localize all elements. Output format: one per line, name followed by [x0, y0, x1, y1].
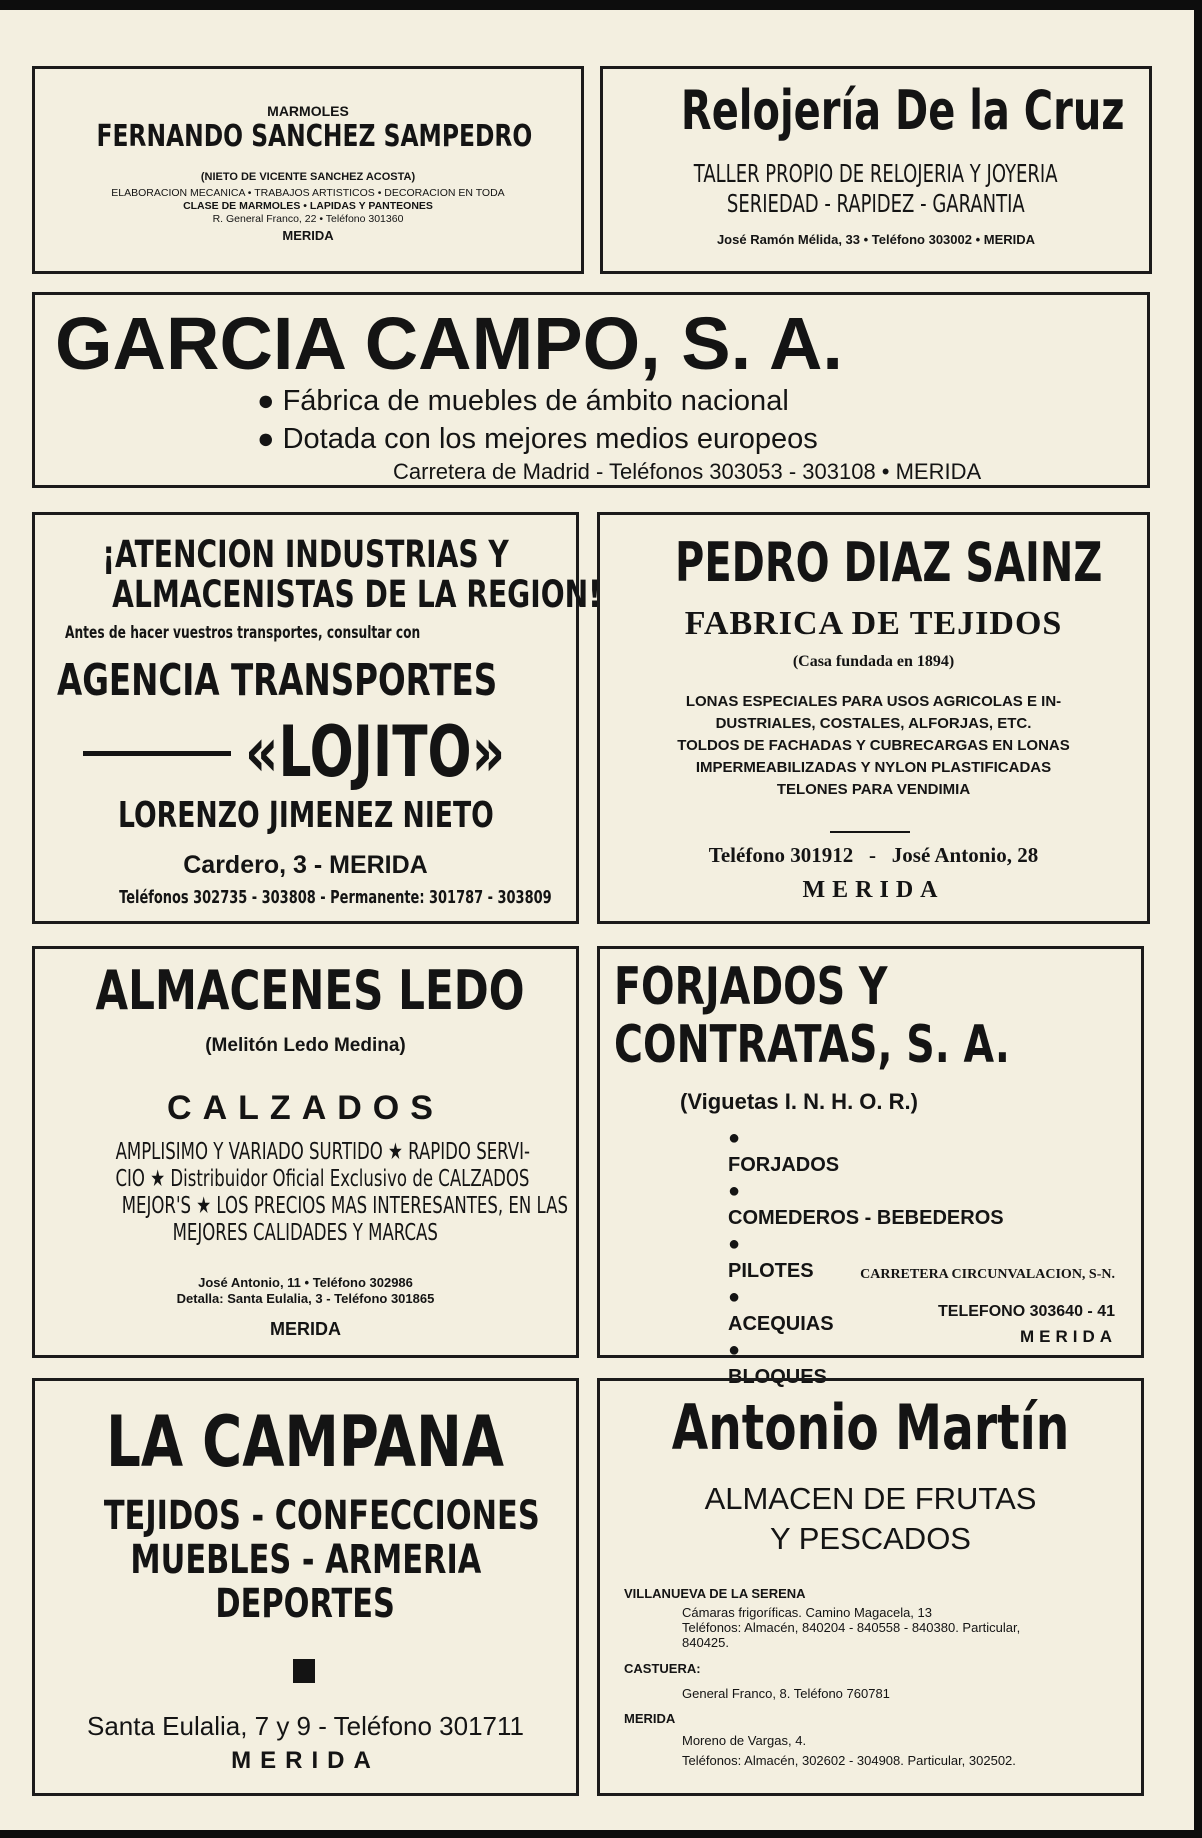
- campana-line-1: TEJIDOS - CONFECCIONES: [103, 1493, 540, 1539]
- forjados-address: CARRETERA CIRCUNVALACION, S-N.: [860, 1267, 1115, 1282]
- pedro-diaz-desc-2: DUSTRIALES, COSTALES, ALFORJAS, ETC.: [715, 715, 1032, 732]
- ad-garcia-campo: [32, 292, 1150, 488]
- antonio-martin-business-1: ALMACEN DE FRUTAS: [704, 1481, 1037, 1516]
- forjados-item-row: ● FORJADOS: [728, 1125, 1141, 1178]
- forjados-name-1-row: [614, 957, 1141, 1017]
- campana-city: MERIDA: [231, 1747, 380, 1774]
- lojito-phones: Teléfonos 302735 - 303808 - Permanente: 301787 - 303809: [119, 887, 552, 908]
- antonio-martin-loc-1-line-1: Cámaras frigoríficas. Camino Magacela, 13: [682, 1605, 932, 1620]
- forjados-name-2-row: [614, 1015, 1141, 1075]
- pedro-diaz-desc-4: IMPERMEABILIZADAS Y NYLON PLASTIFICADAS: [695, 759, 1052, 776]
- marmoles-city: MERIDA: [282, 228, 334, 243]
- forjados-item-row: ● PILOTES: [728, 1231, 1141, 1284]
- lojito-brand-row: [245, 711, 596, 793]
- campana-name: LA CAMPANA: [106, 1401, 505, 1483]
- ad-pedro-diaz: [597, 512, 1150, 924]
- antonio-martin-loc-2-line-1: General Franco, 8. Teléfono 760781: [682, 1686, 890, 1701]
- campana-line-3: DEPORTES: [215, 1581, 396, 1627]
- forjados-name-1: FORJADOS Y: [614, 957, 888, 1017]
- ledo-name: ALMACENES LEDO: [95, 959, 525, 1022]
- antonio-martin-loc-3-name: MERIDA: [624, 1711, 676, 1726]
- antonio-martin-loc-1-name: VILLANUEVA DE LA SERENA: [624, 1586, 806, 1601]
- lojito-agency: AGENCIA TRANSPORTES: [57, 655, 498, 706]
- lojito-intro: Antes de hacer vuestros transportes, consultar con: [65, 623, 421, 643]
- marmoles-services-1: ELABORACION MECANICA • TRABAJOS ARTISTICOS • DECORACION EN TODA: [111, 187, 505, 199]
- campana-line-2: MUEBLES - ARMERIA: [130, 1537, 481, 1583]
- pedro-diaz-desc-1: LONAS ESPECIALES PARA USOS AGRICOLAS E IN-: [685, 693, 1062, 710]
- pedro-diaz-name: PEDRO DIAZ SAINZ: [675, 531, 1103, 594]
- ad-almacenes-ledo: [32, 946, 579, 1358]
- pedro-diaz-rule: [830, 831, 910, 833]
- antonio-martin-loc-1-line-2: Teléfonos: Almacén, 840204 - 840558 - 840380. Particular,: [682, 1620, 1021, 1635]
- forjados-item: BLOQUES: [728, 1365, 827, 1388]
- antonio-martin-loc-3-line-2: Teléfonos: Almacén, 302602 - 304908. Particular, 302502.: [682, 1753, 1016, 1768]
- antonio-martin-loc-1-line-3: 840425.: [682, 1635, 729, 1650]
- forjados-subtitle: [680, 1089, 1141, 1115]
- ad-marmoles: [32, 66, 584, 274]
- garcia-campo-name: GARCIA CAMPO, S. A.: [55, 302, 843, 385]
- ad-lojito: [32, 512, 601, 924]
- forjados-items: [728, 1125, 1141, 1390]
- forjados-phone: TELEFONO 303640 - 41: [938, 1303, 1115, 1320]
- pedro-diaz-city: MERIDA: [802, 877, 945, 903]
- ledo-category: CALZADOS: [167, 1089, 444, 1127]
- ledo-desc-4: MEJORES CALIDADES Y MARCAS: [172, 1220, 439, 1246]
- forjados-item-row: ● BLOQUES: [728, 1337, 1141, 1390]
- campana-square-icon: [293, 1659, 315, 1683]
- forjados-name-2: CONTRATAS, S. A.: [614, 1015, 1010, 1075]
- forjados-item: FORJADOS: [728, 1153, 840, 1176]
- ad-la-campana: [32, 1378, 579, 1796]
- forjados-city: MERIDA: [1019, 1327, 1117, 1346]
- pedro-diaz-business: FABRICA DE TEJIDOS: [684, 605, 1063, 642]
- relojeria-address: José Ramón Mélida, 33 • Teléfono 303002 • MERIDA: [716, 232, 1036, 247]
- ledo-desc-1: AMPLISIMO Y VARIADO SURTIDO ★ RAPIDO SERVI-: [115, 1139, 530, 1165]
- relojeria-line-2: SERIEDAD - RAPIDEZ - GARANTIA: [727, 189, 1025, 218]
- pedro-diaz-desc-3: TOLDOS DE FACHADAS Y CUBRECARGAS EN LONAS: [677, 737, 1070, 754]
- antonio-martin-name: Antonio Martín: [671, 1391, 1070, 1464]
- pedro-diaz-dash: -: [869, 843, 877, 867]
- lojito-dash-line: [83, 751, 231, 756]
- lojito-headline-1: ¡ATENCION INDUSTRIAS Y: [102, 533, 509, 576]
- ad-relojeria: [600, 66, 1152, 274]
- pedro-diaz-founded: (Casa fundada en 1894): [792, 653, 955, 670]
- pedro-diaz-phone: Teléfono 301912: [708, 843, 854, 867]
- marmoles-services-2: CLASE DE MARMOLES • LAPIDAS Y PANTEONES: [183, 200, 433, 212]
- forjados-item-row: ● ACEQUIAS: [728, 1284, 1141, 1337]
- forjados-item: COMEDEROS - BEBEDEROS: [728, 1206, 1004, 1229]
- marmoles-subtitle: (NIETO DE VICENTE SANCHEZ ACOSTA): [200, 171, 416, 183]
- forjados-item: PILOTES: [728, 1259, 814, 1282]
- pedro-diaz-address: José Antonio, 28: [891, 843, 1039, 867]
- ledo-desc-3: MEJOR'S ★ LOS PRECIOS MAS INTERESANTES, EN LAS: [121, 1193, 568, 1219]
- ledo-owner: (Melitón Ledo Medina): [205, 1035, 406, 1056]
- lojito-headline-2: ALMACENISTAS DE LA REGION!: [112, 573, 601, 616]
- forjados-subtitle-text: (Viguetas I. N. H. O. R.): [680, 1089, 918, 1114]
- pedro-diaz-contact-row: [600, 843, 1147, 868]
- garcia-campo-bullet-1: Fábrica de muebles de ámbito nacional: [282, 385, 789, 417]
- relojeria-name: Relojería De la Cruz: [680, 79, 1125, 142]
- lojito-address: Cardero, 3 - MERIDA: [183, 851, 428, 879]
- newspaper-page: [0, 10, 1194, 1830]
- forjados-item: ACEQUIAS: [728, 1312, 834, 1335]
- antonio-martin-loc-3-line-1: Moreno de Vargas, 4.: [682, 1733, 807, 1748]
- antonio-martin-business-2: Y PESCADOS: [769, 1521, 971, 1556]
- garcia-campo-bullet-2: Dotada con los mejores medios europeos: [282, 423, 818, 455]
- forjados-item-row: ● COMEDEROS - BEBEDEROS: [728, 1178, 1141, 1231]
- marmoles-address: R. General Franco, 22 • Teléfono 301360: [212, 213, 404, 225]
- ad-forjados: [597, 946, 1144, 1388]
- marmoles-category: MARMOLES: [267, 103, 349, 119]
- garcia-campo-bullet-2-row: ● Dotada con los mejores medios europeos: [257, 423, 818, 455]
- lojito-owner: LORENZO JIMENEZ NIETO: [117, 795, 494, 836]
- marmoles-name: FERNANDO SANCHEZ SAMPEDRO: [96, 119, 533, 154]
- ledo-address-1: José Antonio, 11 • Teléfono 302986: [198, 1275, 413, 1290]
- pedro-diaz-desc-5: TELONES PARA VENDIMIA: [776, 781, 971, 798]
- relojeria-line-1: TALLER PROPIO DE RELOJERIA Y JOYERIA: [694, 159, 1058, 188]
- campana-address: Santa Eulalia, 7 y 9 - Teléfono 301711: [86, 1711, 525, 1741]
- garcia-campo-address: Carretera de Madrid - Teléfonos 303053 - 303108 • MERIDA: [393, 459, 982, 484]
- ad-antonio-martin: [597, 1378, 1144, 1796]
- ledo-desc-2: CIO ★ Distribuidor Oficial Exclusivo de CALZADOS: [115, 1166, 530, 1192]
- lojito-intro-row: [65, 623, 576, 643]
- garcia-campo-bullet-1-row: ● Fábrica de muebles de ámbito nacional: [257, 385, 789, 417]
- lojito-brand: «LOJITO»: [245, 711, 506, 793]
- lojito-agency-row: [57, 655, 576, 706]
- antonio-martin-loc-2-name: CASTUERA:: [624, 1661, 701, 1676]
- ledo-address-2: Detalla: Santa Eulalia, 3 - Teléfono 301865: [176, 1291, 435, 1306]
- ledo-city: MERIDA: [270, 1319, 341, 1339]
